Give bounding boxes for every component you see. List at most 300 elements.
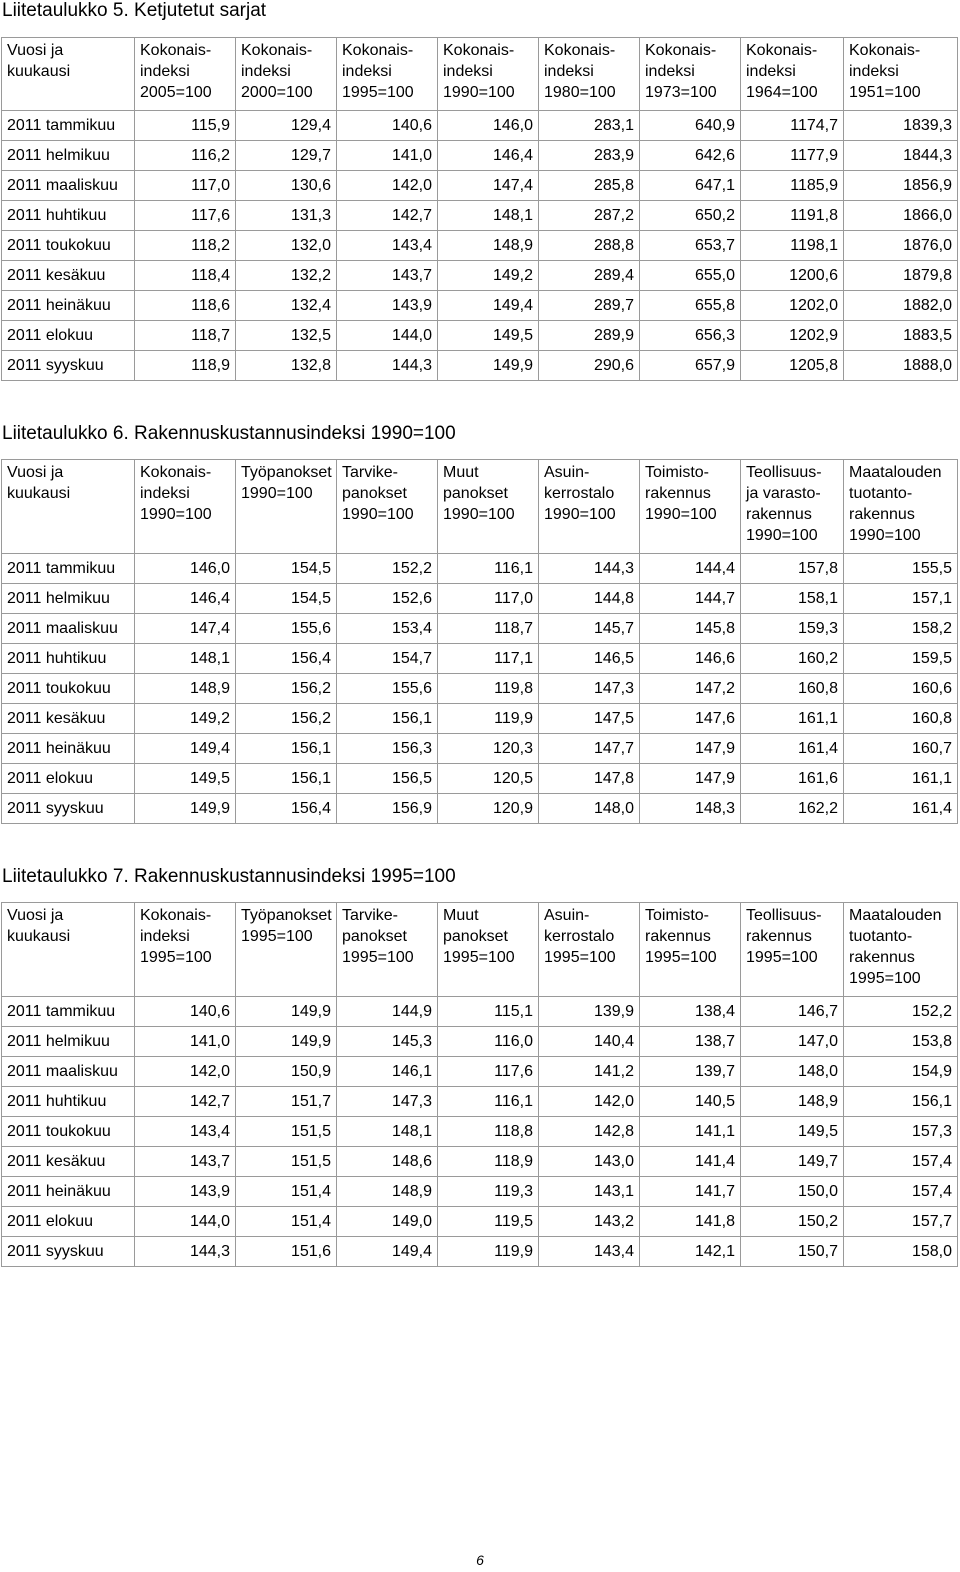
table-cell: 290,6	[539, 351, 640, 381]
table-cell: 153,8	[844, 1027, 958, 1057]
column-header-line: 1990=100	[544, 506, 616, 523]
table-cell: 152,2	[337, 554, 438, 584]
table-cell: 148,1	[135, 644, 236, 674]
table-cell: 152,6	[337, 584, 438, 614]
table-cell: 147,8	[539, 764, 640, 794]
column-header-line: rakennus	[645, 485, 711, 502]
table-cell: 151,4	[236, 1177, 337, 1207]
table-cell: 148,9	[135, 674, 236, 704]
table-cell: 1876,0	[844, 231, 958, 261]
table-cell: 146,7	[741, 997, 844, 1027]
table-cell: 285,8	[539, 171, 640, 201]
table-cell: 156,1	[337, 704, 438, 734]
column-header-line: Asuin-	[544, 464, 590, 481]
table-cell: 144,7	[640, 584, 741, 614]
column-header-line: indeksi	[645, 63, 695, 80]
table-cell: 118,8	[438, 1117, 539, 1147]
column-header-line: 1990=100	[746, 527, 818, 544]
table-cell: 141,2	[539, 1057, 640, 1087]
table-cell: 141,4	[640, 1147, 741, 1177]
table-cell: 160,6	[844, 674, 958, 704]
table-row	[2, 141, 958, 171]
table-row	[2, 764, 958, 794]
table-row	[2, 1177, 958, 1207]
page-number: 6	[476, 1552, 484, 1568]
row-label: 2011 tammikuu	[2, 554, 135, 584]
table-cell: 120,3	[438, 734, 539, 764]
liitetaulukko-6-table	[1, 459, 958, 824]
table-cell: 140,6	[337, 111, 438, 141]
table-cell: 142,8	[539, 1117, 640, 1147]
table-cell: 144,8	[539, 584, 640, 614]
column-header-line: Kokonais-	[241, 42, 313, 59]
table-cell: 161,4	[844, 794, 958, 824]
table-cell: 155,6	[236, 614, 337, 644]
table-cell: 149,9	[438, 351, 539, 381]
table-cell: 147,4	[438, 171, 539, 201]
column-header-line: indeksi	[342, 63, 392, 80]
table-cell: 149,4	[135, 734, 236, 764]
table-cell: 149,5	[135, 764, 236, 794]
table-row	[2, 1207, 958, 1237]
table-cell: 149,5	[741, 1117, 844, 1147]
table-cell: 283,1	[539, 111, 640, 141]
table-cell: 143,4	[337, 231, 438, 261]
column-header-line: kuukausi	[7, 485, 71, 502]
column-header-line: Kokonais-	[140, 42, 212, 59]
column-header	[438, 460, 539, 554]
column-header-line: panokset	[443, 485, 508, 502]
table-cell: 156,1	[236, 764, 337, 794]
table-row	[2, 231, 958, 261]
table-cell: 143,2	[539, 1207, 640, 1237]
table-cell: 287,2	[539, 201, 640, 231]
table-cell: 657,9	[640, 351, 741, 381]
column-header	[2, 903, 135, 997]
column-header-line: panokset	[443, 928, 508, 945]
table-cell: 154,9	[844, 1057, 958, 1087]
table-cell: 117,6	[438, 1057, 539, 1087]
table-row	[2, 351, 958, 381]
column-header-line: rakennus	[645, 928, 711, 945]
column-header	[640, 903, 741, 997]
row-label: 2011 syyskuu	[2, 351, 135, 381]
row-label: 2011 helmikuu	[2, 141, 135, 171]
table-row	[2, 1147, 958, 1177]
table-cell: 141,0	[135, 1027, 236, 1057]
column-header-line: Maatalouden	[849, 907, 942, 924]
table-cell: 160,2	[741, 644, 844, 674]
table-cell: 142,0	[135, 1057, 236, 1087]
column-header-line: Teollisuus-	[746, 464, 822, 481]
row-label: 2011 heinäkuu	[2, 291, 135, 321]
table-cell: 116,1	[438, 1087, 539, 1117]
table-cell: 143,1	[539, 1177, 640, 1207]
table-row	[2, 794, 958, 824]
table-cell: 142,0	[539, 1087, 640, 1117]
table-cell: 156,9	[337, 794, 438, 824]
table-cell: 140,4	[539, 1027, 640, 1057]
row-label: 2011 maaliskuu	[2, 614, 135, 644]
table-cell: 157,8	[741, 554, 844, 584]
table-cell: 130,6	[236, 171, 337, 201]
table-cell: 148,9	[337, 1177, 438, 1207]
column-header-line: 1995=100	[342, 84, 414, 101]
table-cell: 116,2	[135, 141, 236, 171]
row-label: 2011 heinäkuu	[2, 1177, 135, 1207]
table-cell: 655,8	[640, 291, 741, 321]
column-header	[741, 460, 844, 554]
table-cell: 132,4	[236, 291, 337, 321]
column-header	[844, 903, 958, 997]
table-cell: 642,6	[640, 141, 741, 171]
table-cell: 146,4	[135, 584, 236, 614]
table-cell: 656,3	[640, 321, 741, 351]
table-row	[2, 111, 958, 141]
row-label: 2011 tammikuu	[2, 997, 135, 1027]
table-cell: 148,0	[741, 1057, 844, 1087]
column-header-line: Kokonais-	[849, 42, 921, 59]
column-header-line: 2005=100	[140, 84, 212, 101]
column-header-line: panokset	[342, 485, 407, 502]
table-cell: 139,9	[539, 997, 640, 1027]
column-header	[640, 460, 741, 554]
table-cell: 151,5	[236, 1147, 337, 1177]
table-cell: 156,4	[236, 644, 337, 674]
table-cell: 149,9	[236, 997, 337, 1027]
table-cell: 146,4	[438, 141, 539, 171]
table-cell: 288,8	[539, 231, 640, 261]
table-cell: 1174,7	[741, 111, 844, 141]
table-cell: 118,7	[135, 321, 236, 351]
table-cell: 117,0	[438, 584, 539, 614]
table-cell: 162,2	[741, 794, 844, 824]
table-cell: 151,6	[236, 1237, 337, 1267]
table-cell: 143,9	[337, 291, 438, 321]
column-header-line: 1995=100	[849, 970, 921, 987]
table-cell: 155,6	[337, 674, 438, 704]
table-cell: 158,0	[844, 1237, 958, 1267]
table-row	[2, 171, 958, 201]
column-header-line: Kokonais-	[645, 42, 717, 59]
table-cell: 640,9	[640, 111, 741, 141]
table-cell: 117,0	[135, 171, 236, 201]
table-cell: 118,7	[438, 614, 539, 644]
table-row	[2, 554, 958, 584]
table-cell: 143,0	[539, 1147, 640, 1177]
table-row	[2, 1087, 958, 1117]
table-cell: 158,2	[844, 614, 958, 644]
column-header-line: indeksi	[849, 63, 899, 80]
column-header-line: 1973=100	[645, 84, 717, 101]
table-cell: 1883,5	[844, 321, 958, 351]
column-header-line: Kokonais-	[544, 42, 616, 59]
column-header-line: 1995=100	[443, 949, 515, 966]
table-cell: 144,3	[539, 554, 640, 584]
table-cell: 159,3	[741, 614, 844, 644]
column-header-line: kerrostalo	[544, 485, 615, 502]
row-label: 2011 heinäkuu	[2, 734, 135, 764]
column-header	[337, 38, 438, 111]
table-cell: 156,4	[236, 794, 337, 824]
table-cell: 1866,0	[844, 201, 958, 231]
column-header-line: Tarvike-	[342, 464, 399, 481]
column-header-line: 1990=100	[342, 506, 414, 523]
table-cell: 146,0	[438, 111, 539, 141]
column-header-line: Asuin-	[544, 907, 590, 924]
column-header	[640, 38, 741, 111]
table-cell: 118,9	[135, 351, 236, 381]
column-header-line: 1995=100	[342, 949, 414, 966]
row-label: 2011 syyskuu	[2, 794, 135, 824]
table-cell: 157,3	[844, 1117, 958, 1147]
table-cell: 143,9	[135, 1177, 236, 1207]
table-cell: 146,1	[337, 1057, 438, 1087]
liitetaulukko-7-title: Liitetaulukko 7. Rakennuskustannusindeksi 1995=100	[2, 866, 456, 887]
table-cell: 148,6	[337, 1147, 438, 1177]
table-cell: 653,7	[640, 231, 741, 261]
row-label: 2011 elokuu	[2, 321, 135, 351]
table-cell: 1202,0	[741, 291, 844, 321]
table-cell: 145,8	[640, 614, 741, 644]
column-header	[2, 38, 135, 111]
table-cell: 151,7	[236, 1087, 337, 1117]
column-header-line: Työpanokset	[241, 464, 332, 481]
column-header-line: 1995=100	[544, 949, 616, 966]
table-cell: 117,1	[438, 644, 539, 674]
table-cell: 146,6	[640, 644, 741, 674]
table-cell: 1839,3	[844, 111, 958, 141]
row-label: 2011 kesäkuu	[2, 261, 135, 291]
table-cell: 147,5	[539, 704, 640, 734]
table-cell: 116,0	[438, 1027, 539, 1057]
column-header	[2, 460, 135, 554]
column-header-line: Vuosi ja	[7, 464, 64, 481]
column-header-line: 1990=100	[443, 506, 515, 523]
table-cell: 118,9	[438, 1147, 539, 1177]
column-header-line: 1980=100	[544, 84, 616, 101]
table-cell: 149,2	[135, 704, 236, 734]
table-cell: 145,3	[337, 1027, 438, 1057]
column-header-line: Muut	[443, 907, 479, 924]
table-cell: 118,2	[135, 231, 236, 261]
table-cell: 1882,0	[844, 291, 958, 321]
table-cell: 119,8	[438, 674, 539, 704]
table-cell: 1879,8	[844, 261, 958, 291]
table-cell: 141,7	[640, 1177, 741, 1207]
column-header-line: kuukausi	[7, 63, 71, 80]
row-label: 2011 toukokuu	[2, 674, 135, 704]
column-header-line: rakennus	[849, 949, 915, 966]
table-cell: 161,4	[741, 734, 844, 764]
row-label: 2011 kesäkuu	[2, 704, 135, 734]
table-row	[2, 321, 958, 351]
table-cell: 155,5	[844, 554, 958, 584]
column-header-line: Vuosi ja	[7, 907, 64, 924]
column-header-line: 1990=100	[241, 485, 313, 502]
column-header	[741, 903, 844, 997]
table-cell: 148,0	[539, 794, 640, 824]
column-header-line: 1951=100	[849, 84, 921, 101]
table-cell: 144,0	[135, 1207, 236, 1237]
column-header	[539, 460, 640, 554]
table-cell: 118,6	[135, 291, 236, 321]
table-cell: 142,7	[337, 201, 438, 231]
table-cell: 156,2	[236, 704, 337, 734]
table-cell: 151,4	[236, 1207, 337, 1237]
table-cell: 115,1	[438, 997, 539, 1027]
table-cell: 160,7	[844, 734, 958, 764]
table-cell: 147,3	[337, 1087, 438, 1117]
table-cell: 161,6	[741, 764, 844, 794]
table-cell: 148,1	[438, 201, 539, 231]
table-cell: 153,4	[337, 614, 438, 644]
column-header-line: ja varasto-	[746, 485, 821, 502]
column-header-line: 1995=100	[645, 949, 717, 966]
liitetaulukko-5-title: Liitetaulukko 5. Ketjutetut sarjat	[2, 0, 267, 21]
table-cell: 647,1	[640, 171, 741, 201]
liitetaulukko-5-table	[1, 37, 958, 381]
table-cell: 118,4	[135, 261, 236, 291]
column-header	[135, 38, 236, 111]
column-header-line: 2000=100	[241, 84, 313, 101]
table-cell: 283,9	[539, 141, 640, 171]
row-label: 2011 helmikuu	[2, 1027, 135, 1057]
table-cell: 147,4	[135, 614, 236, 644]
table-cell: 148,9	[741, 1087, 844, 1117]
table-cell: 150,7	[741, 1237, 844, 1267]
table-cell: 156,1	[236, 734, 337, 764]
column-header-line: Kokonais-	[140, 907, 212, 924]
table-cell: 156,5	[337, 764, 438, 794]
column-header-line: Kokonais-	[140, 464, 212, 481]
table-cell: 142,1	[640, 1237, 741, 1267]
row-label: 2011 huhtikuu	[2, 644, 135, 674]
table-cell: 149,2	[438, 261, 539, 291]
table-cell: 140,5	[640, 1087, 741, 1117]
table-cell: 156,2	[236, 674, 337, 704]
table-row	[2, 734, 958, 764]
table-cell: 150,0	[741, 1177, 844, 1207]
liitetaulukko-6-title: Liitetaulukko 6. Rakennuskustannusindeksi 1990=100	[2, 423, 456, 444]
table-row	[2, 201, 958, 231]
table-row	[2, 291, 958, 321]
table-cell: 154,5	[236, 584, 337, 614]
table-cell: 138,7	[640, 1027, 741, 1057]
table-cell: 154,5	[236, 554, 337, 584]
table-row	[2, 1057, 958, 1087]
table-cell: 158,1	[741, 584, 844, 614]
table-cell: 161,1	[741, 704, 844, 734]
table-cell: 150,2	[741, 1207, 844, 1237]
table-cell: 142,7	[135, 1087, 236, 1117]
table-cell: 160,8	[844, 704, 958, 734]
table-cell: 152,2	[844, 997, 958, 1027]
column-header	[844, 460, 958, 554]
table-cell: 117,6	[135, 201, 236, 231]
row-label: 2011 maaliskuu	[2, 171, 135, 201]
table-cell: 289,7	[539, 291, 640, 321]
table-cell: 147,7	[539, 734, 640, 764]
column-header-line: 1990=100	[140, 506, 212, 523]
table-cell: 1177,9	[741, 141, 844, 171]
column-header-line: indeksi	[443, 63, 493, 80]
table-cell: 147,9	[640, 734, 741, 764]
table-cell: 139,7	[640, 1057, 741, 1087]
table-row	[2, 674, 958, 704]
column-header-line: 1995=100	[746, 949, 818, 966]
table-cell: 141,0	[337, 141, 438, 171]
table-cell: 1191,8	[741, 201, 844, 231]
table-cell: 145,7	[539, 614, 640, 644]
table-cell: 140,6	[135, 997, 236, 1027]
column-header-line: rakennus	[849, 506, 915, 523]
table-cell: 149,4	[438, 291, 539, 321]
table-cell: 131,3	[236, 201, 337, 231]
column-header-line: Kokonais-	[746, 42, 818, 59]
table-cell: 149,4	[337, 1237, 438, 1267]
table-cell: 147,0	[741, 1027, 844, 1057]
table-cell: 144,3	[135, 1237, 236, 1267]
table-cell: 129,4	[236, 111, 337, 141]
table-cell: 119,5	[438, 1207, 539, 1237]
column-header-line: 1990=100	[443, 84, 515, 101]
table-cell: 148,1	[337, 1117, 438, 1147]
column-header-line: 1990=100	[645, 506, 717, 523]
table-cell: 149,7	[741, 1147, 844, 1177]
table-cell: 144,9	[337, 997, 438, 1027]
table-cell: 161,1	[844, 764, 958, 794]
column-header	[236, 903, 337, 997]
table-cell: 132,8	[236, 351, 337, 381]
table-cell: 142,0	[337, 171, 438, 201]
table-cell: 149,9	[135, 794, 236, 824]
row-label: 2011 tammikuu	[2, 111, 135, 141]
table-cell: 157,4	[844, 1147, 958, 1177]
table-cell: 132,5	[236, 321, 337, 351]
column-header-line: 1964=100	[746, 84, 818, 101]
table-cell: 156,3	[337, 734, 438, 764]
column-header	[236, 460, 337, 554]
table-cell: 154,7	[337, 644, 438, 674]
column-header-line: Toimisto-	[645, 464, 710, 481]
table-cell: 146,5	[539, 644, 640, 674]
table-cell: 160,8	[741, 674, 844, 704]
table-cell: 150,9	[236, 1057, 337, 1087]
table-cell: 119,9	[438, 704, 539, 734]
row-label: 2011 huhtikuu	[2, 201, 135, 231]
column-header-line: Työpanokset	[241, 907, 332, 924]
column-header-line: Kokonais-	[342, 42, 414, 59]
table-row	[2, 584, 958, 614]
table-cell: 156,1	[844, 1087, 958, 1117]
row-label: 2011 elokuu	[2, 764, 135, 794]
table-cell: 148,9	[438, 231, 539, 261]
table-row	[2, 261, 958, 291]
table-cell: 116,1	[438, 554, 539, 584]
table-cell: 149,9	[236, 1027, 337, 1057]
column-header-line: 1990=100	[849, 527, 921, 544]
table-cell: 120,9	[438, 794, 539, 824]
table-cell: 143,7	[337, 261, 438, 291]
table-cell: 147,3	[539, 674, 640, 704]
row-label: 2011 kesäkuu	[2, 1147, 135, 1177]
table-row	[2, 1027, 958, 1057]
table-cell: 1844,3	[844, 141, 958, 171]
column-header-line: Teollisuus-	[746, 907, 822, 924]
row-label: 2011 elokuu	[2, 1207, 135, 1237]
table-cell: 655,0	[640, 261, 741, 291]
